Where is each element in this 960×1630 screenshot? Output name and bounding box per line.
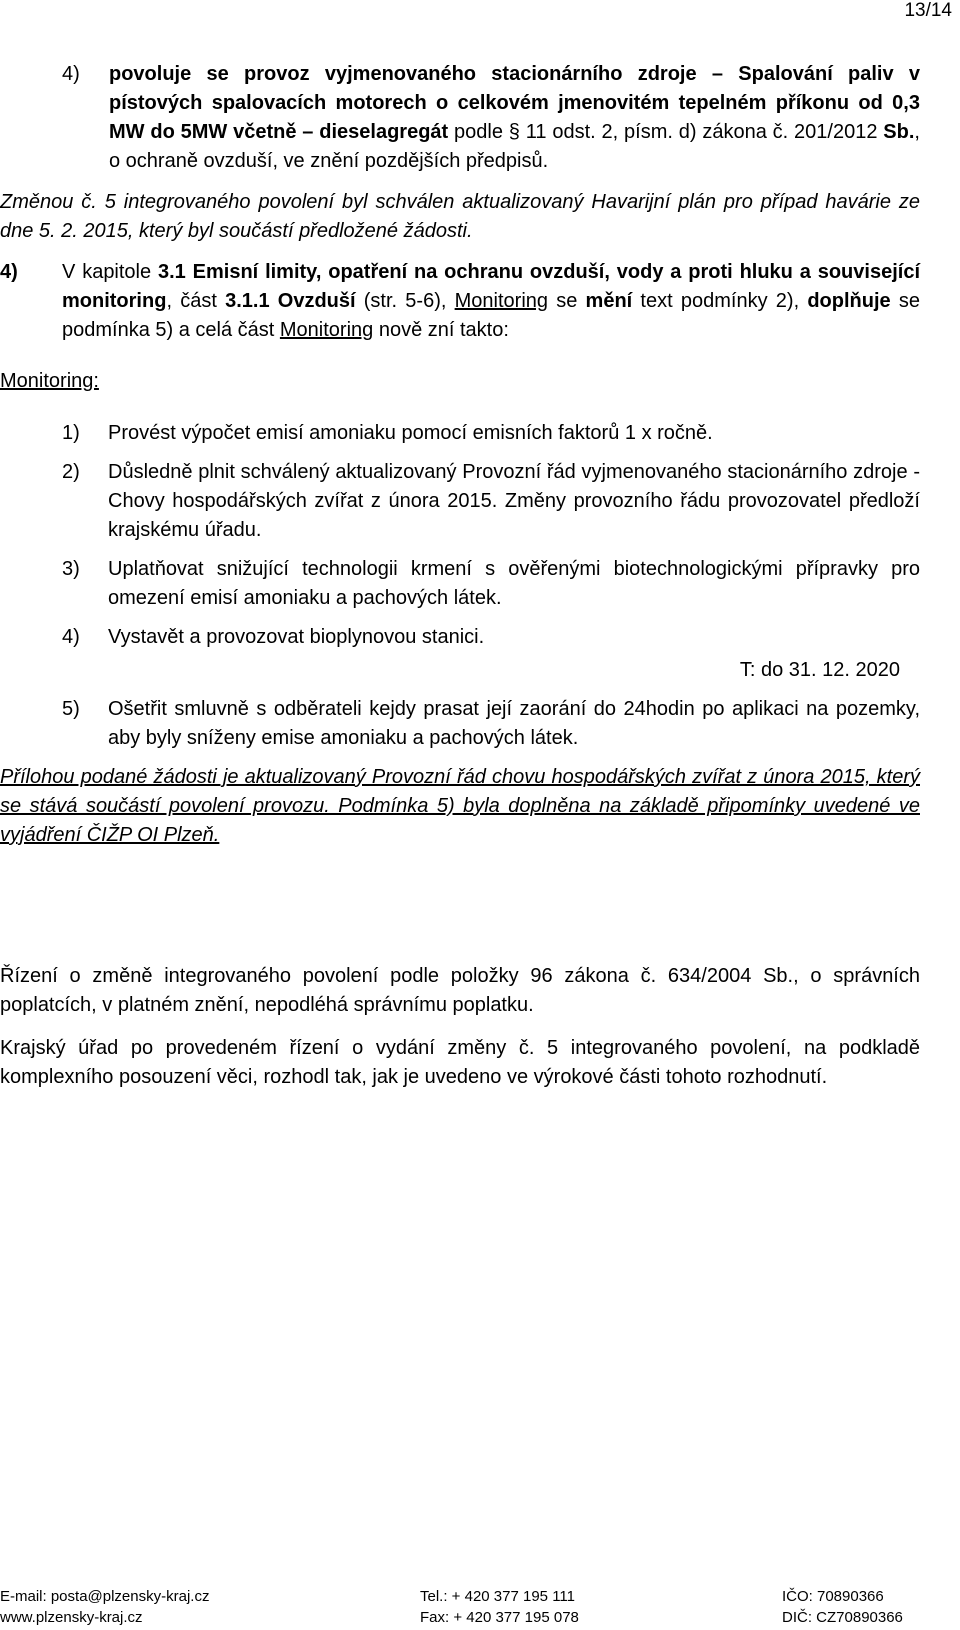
point-4-rest-a: podle § 11 odst. 2, písm. d) zákona č. 201/2012 (448, 121, 884, 143)
change-note: Změnou č. 5 integrovaného povolení byl schválen aktualizovaný Havarijní plán pro případ havárie ze dne 5. 2. 2015, který byl součástí předložené žádosti. (0, 191, 920, 242)
footer-dic: DIČ: CZ70890366 (782, 1609, 903, 1626)
chapter-4-t9: text podmínky 2), (632, 290, 808, 312)
chapter-4-instruction (0, 258, 960, 345)
point-4-permit (0, 60, 960, 176)
footer-contact-col (0, 1586, 209, 1628)
chapter-4-t13: nově zní takto: (373, 319, 509, 341)
monitoring-item (0, 695, 960, 753)
footer-web: www.plzensky-kraj.cz (0, 1609, 143, 1626)
monitoring-item-text: Ošetřit smluvně s odběrateli kejdy prasat její zaorání do 24hodin po aplikaci na pozemky, aby byly sníženy emise amoniaku a pachových látek. (108, 698, 920, 749)
chapter-4-t2: 3.1 Emisní limity, opatření na ochranu ovzduší, vody a proti hluku a související monitoring (62, 261, 920, 312)
monitoring-item-text: Uplatňovat snižující technologii krmení s ověřenými biotechnologickými přípravky pro omezení emisí amoniaku a pachových látek. (108, 558, 920, 609)
chapter-4-t5: (str. 5-6), (355, 290, 455, 312)
chapter-4-t7: se (548, 290, 586, 312)
chapter-4-t8: mění (585, 290, 633, 312)
footer-tel: Tel.: + 420 377 195 111 (420, 1588, 575, 1605)
monitoring-item-text: Provést výpočet emisí amoniaku pomocí emisních faktorů 1 x ročně. (108, 422, 713, 444)
decision-paragraph: Krajský úřad po provedeném řízení o vydání změny č. 5 integrovaného povolení, na podkladě komplexního posouzení věci, rozhodl tak, jak je uvedeno ve výrokové části tohoto rozhodnutí. (0, 1037, 920, 1088)
monitoring-item-text: Důsledně plnit schválený aktualizovaný Provozní řád vyjmenovaného stacionárního zdroje - Chovy hospodářských zvířat z února 2015. Změny provozního řádu provozovatel předloží krajskému úřadu. (108, 461, 920, 541)
monitoring-list (0, 419, 960, 753)
chapter-4-t10: doplňuje (807, 290, 891, 312)
monitoring-item-text: Vystavět a provozovat bioplynovou stanici. (108, 626, 485, 648)
chapter-4-t1: V kapitole (62, 261, 158, 283)
monitoring-item-number: 2) (62, 461, 80, 483)
footer-phone-col (420, 1586, 579, 1628)
fee-paragraph: Řízení o změně integrovaného povolení podle položky 96 zákona č. 634/2004 Sb., o správních poplatcích, v platném znění, nepodléhá správnímu poplatku. (0, 965, 920, 1016)
point-4-bold-text: povoluje se provoz vyjmenovaného stacionárního zdroje – Spalování paliv v pístových spalovacích motorech o celkovém jmenovitém tepelném příkonu od 0,3 MW do 5MW včetně – dieselagregát (109, 63, 920, 143)
chapter-4-t12: Monitoring (279, 319, 374, 341)
footer-fax: Fax: + 420 377 195 078 (420, 1609, 579, 1626)
point-4-text (109, 60, 920, 176)
monitoring-item (0, 623, 960, 652)
point-4-sb: Sb. (883, 121, 915, 143)
deadline: T: do 31. 12. 2020 (739, 659, 900, 681)
chapter-4-t11: se podmínka 5) a celá část (62, 290, 920, 341)
document-body (0, 60, 960, 1092)
monitoring-item (0, 419, 960, 448)
attachment-note: Přílohou podané žádosti je aktualizovaný Provozní řád chovu hospodářských zvířat z února 2015, který se stává součástí povolení provozu. Podmínka 5) byla doplněna na základě připomínky uvedené ve vyjádření ČIŽP OI Plzeň. (0, 766, 920, 846)
point-4-rest-b: , o ochraně ovzduší, ve znění pozdějších předpisů. (109, 121, 920, 172)
monitoring-label: Monitoring: (0, 370, 99, 392)
chapter-4-text (62, 258, 920, 345)
monitoring-item-number: 4) (62, 626, 80, 648)
footer-ico: IČO: 70890366 (782, 1588, 884, 1605)
monitoring-item (0, 555, 960, 613)
monitoring-item (0, 458, 960, 545)
chapter-4-t3: , část (166, 290, 226, 312)
page-footer (0, 1586, 960, 1630)
chapter-4-t6: Monitoring (454, 290, 549, 312)
chapter-4-t4: 3.1.1 Ovzduší (225, 290, 356, 312)
monitoring-item-number: 5) (62, 698, 80, 720)
page-number: 13/14 (904, 0, 952, 21)
monitoring-item-number: 3) (62, 558, 80, 580)
monitoring-item-number: 1) (62, 422, 80, 444)
chapter-4-number: 4) (0, 261, 18, 283)
footer-id-col (782, 1586, 903, 1628)
point-4-number: 4) (62, 63, 80, 85)
footer-email: E-mail: posta@plzensky-kraj.cz (0, 1588, 210, 1605)
